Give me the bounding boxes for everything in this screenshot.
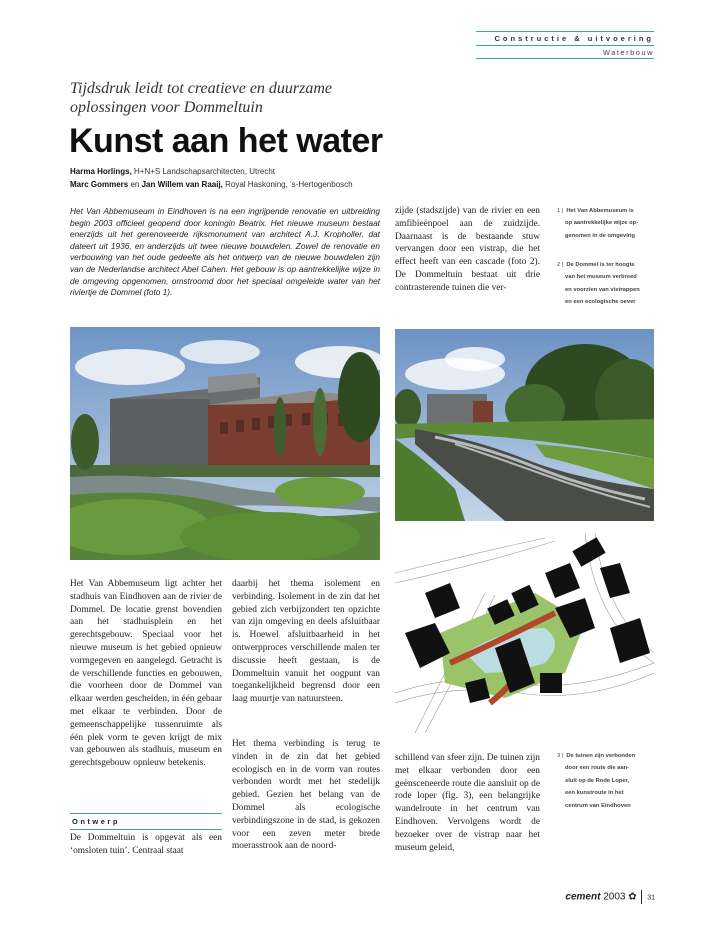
caption-text: een kunstroute in het <box>565 790 624 797</box>
article-subtitle: Tijdsdruk leidt tot creatieve en duurzame oplossingen voor Dommeltuin <box>70 80 333 116</box>
page-number: 31 <box>647 894 655 902</box>
author-conjunction: en <box>128 180 142 189</box>
caption-number: 2 | <box>557 262 564 268</box>
journal-year: 2003 <box>603 891 626 903</box>
author-name: Harma Horlings, <box>70 167 132 176</box>
header-rule-top <box>476 31 654 32</box>
subsection-label: Waterbouw <box>602 48 654 57</box>
intro-paragraph: Het Van Abbemuseum in Eindhoven is na een ingrijpende renovatie en uitbreiding begin 2003 officieel geopend door koningin Beatrix. Het nieuwe museum bestaat enerzijds uit het gerenoveerde rijksmonument van architect A.J. Kropholler, dat dateert uit 1936, en anderzijds uit twee nieuwe bouwdelen. Zowel de renovatie en verbouwing van het oude gedeelte als het ontwerp van de nieuwe bouwdelen zijn van de Nederlandse architect Abel Cahen. Het gebouw is op aantrekkelijke wijze in de omgeving opgenomen, omstroomd door het speciaal omgeleide water van het riviertje de Dommel (foto 1). <box>70 206 380 298</box>
caption-text: door een route die aan- <box>565 765 630 772</box>
page-footer <box>520 890 655 904</box>
author-line-2 <box>70 180 353 189</box>
photo-museum <box>70 327 380 560</box>
caption-text: genomen in de omgeving <box>565 232 635 239</box>
caption-photo-1 <box>557 205 667 242</box>
author-line-1 <box>70 167 275 176</box>
footer-divider <box>641 890 642 904</box>
caption-text: van het museum verbreed <box>565 274 637 281</box>
caption-text: centrum van Eindhoven <box>565 802 631 809</box>
body-column-2: daarbij het thema isolement en verbinding. Isolement in de zin dat het gebied zich verbijzondert ten opzichte van zijn omgeving en deels afsluitbaar is. Hoewel afsluitbaarheid in het ontwerpproces verschillende malen ter discussie heeft gestaan, is de Dommeltuin vanuit het oogpunt van toegankelijkheid begrensd door een laag muurtje van natuursteen. <box>232 579 380 705</box>
author-name: Marc Gommers <box>70 180 129 189</box>
caption-text: en voorzien van vistrappen <box>565 286 640 293</box>
section-heading-ontwerp: Ontwerp <box>70 813 222 830</box>
journal-name: cement <box>565 891 601 903</box>
header-rule-bottom <box>476 58 654 59</box>
site-plan-illustration <box>395 533 654 733</box>
site-plan-map <box>395 533 654 733</box>
author-name: Jan Willem van Raaij, <box>141 180 223 189</box>
caption-number: 3 | <box>557 753 564 759</box>
author-affiliation: H+N+S Landschapsarchitecten, Utrecht <box>131 167 275 176</box>
caption-text: De Dommel is ter hoogte <box>566 262 635 268</box>
photo-river <box>395 329 654 521</box>
museum-photo-illustration <box>70 327 380 560</box>
top-text-column: zijde (stadszijde) van de rivier en een amfibieënpoel aan de zuidzijde. Daarnaast is de bestaande stuw vervangen door een vistrap, die het effect heeft van een cascade (foto 2). De Dommeltuin bestaat uit drie contrasterende tuinen die ver- <box>395 206 540 293</box>
caption-text: sluit op de Rode Loper, <box>565 777 630 784</box>
caption-figure-3 <box>557 750 667 812</box>
body-column-3: schillend van sfeer zijn. De tuinen zijn met elkaar verbonden door een geënsceneerde route die aansluit op de rode loper (fig. 3), een belangrijke wandelroute in het centrum van Eindhoven. Vervolgens wordt de bezoeker over de vistrap naar het museum geleid, <box>395 753 540 853</box>
article-title: Kunst aan het water <box>69 122 383 160</box>
river-photo-illustration <box>395 329 654 521</box>
body-column-1: Het Van Abbemuseum ligt achter het stadhuis van Eindhoven aan de rivier de Dommel. De locatie grenst bovendien aan het stadhuisplein en het gerechtsgebouw. Speciaal voor het nieuwe museum is het gebied opnieuw vormgegeven en aangelegd. Getracht is de verschillende functies en gebouwen, die voorheen door de Dommel van elkaar werden gescheiden, in één gebaar met elkaar te verbinden. Door de gemeenschappelijke tussenruimte als één plek vorm te geven krijgt de mix van gebouwen als stadhuis, museum en gerechtsgebouw opnieuw betekenis. <box>70 579 222 769</box>
caption-text: Het Van Abbemuseum is <box>566 208 634 214</box>
caption-text: De tuinen zijn verbonden <box>566 753 636 759</box>
caption-text: op aantrekkelijke wijze op- <box>565 220 639 227</box>
caption-photo-2 <box>557 259 667 309</box>
caption-number: 1 | <box>557 208 564 214</box>
section-label: Constructie & uitvoering <box>494 34 654 43</box>
body-column-2-continued: Het thema verbinding is terug te vinden in de zin dat het gebied ecologisch en in de vorm van routes verbonden wordt met het stedelijk gebied. Gezien het belang van de Dommel als ecologische verbindingszone in de stad, is gekozen voor een zeven meter brede moerasstrook aan de noord- <box>232 739 380 852</box>
body-column-1-continued: De Dommeltuin is opgevat als een ‘omsloten tuin’. Centraal staat <box>70 833 222 856</box>
caption-text: en een ecologische oever <box>565 299 636 306</box>
header-rule-middle <box>476 45 654 46</box>
flower-logo-icon: ✿ <box>628 891 637 903</box>
author-affiliation: Royal Haskoning, ’s-Hertogenbosch <box>222 180 353 189</box>
